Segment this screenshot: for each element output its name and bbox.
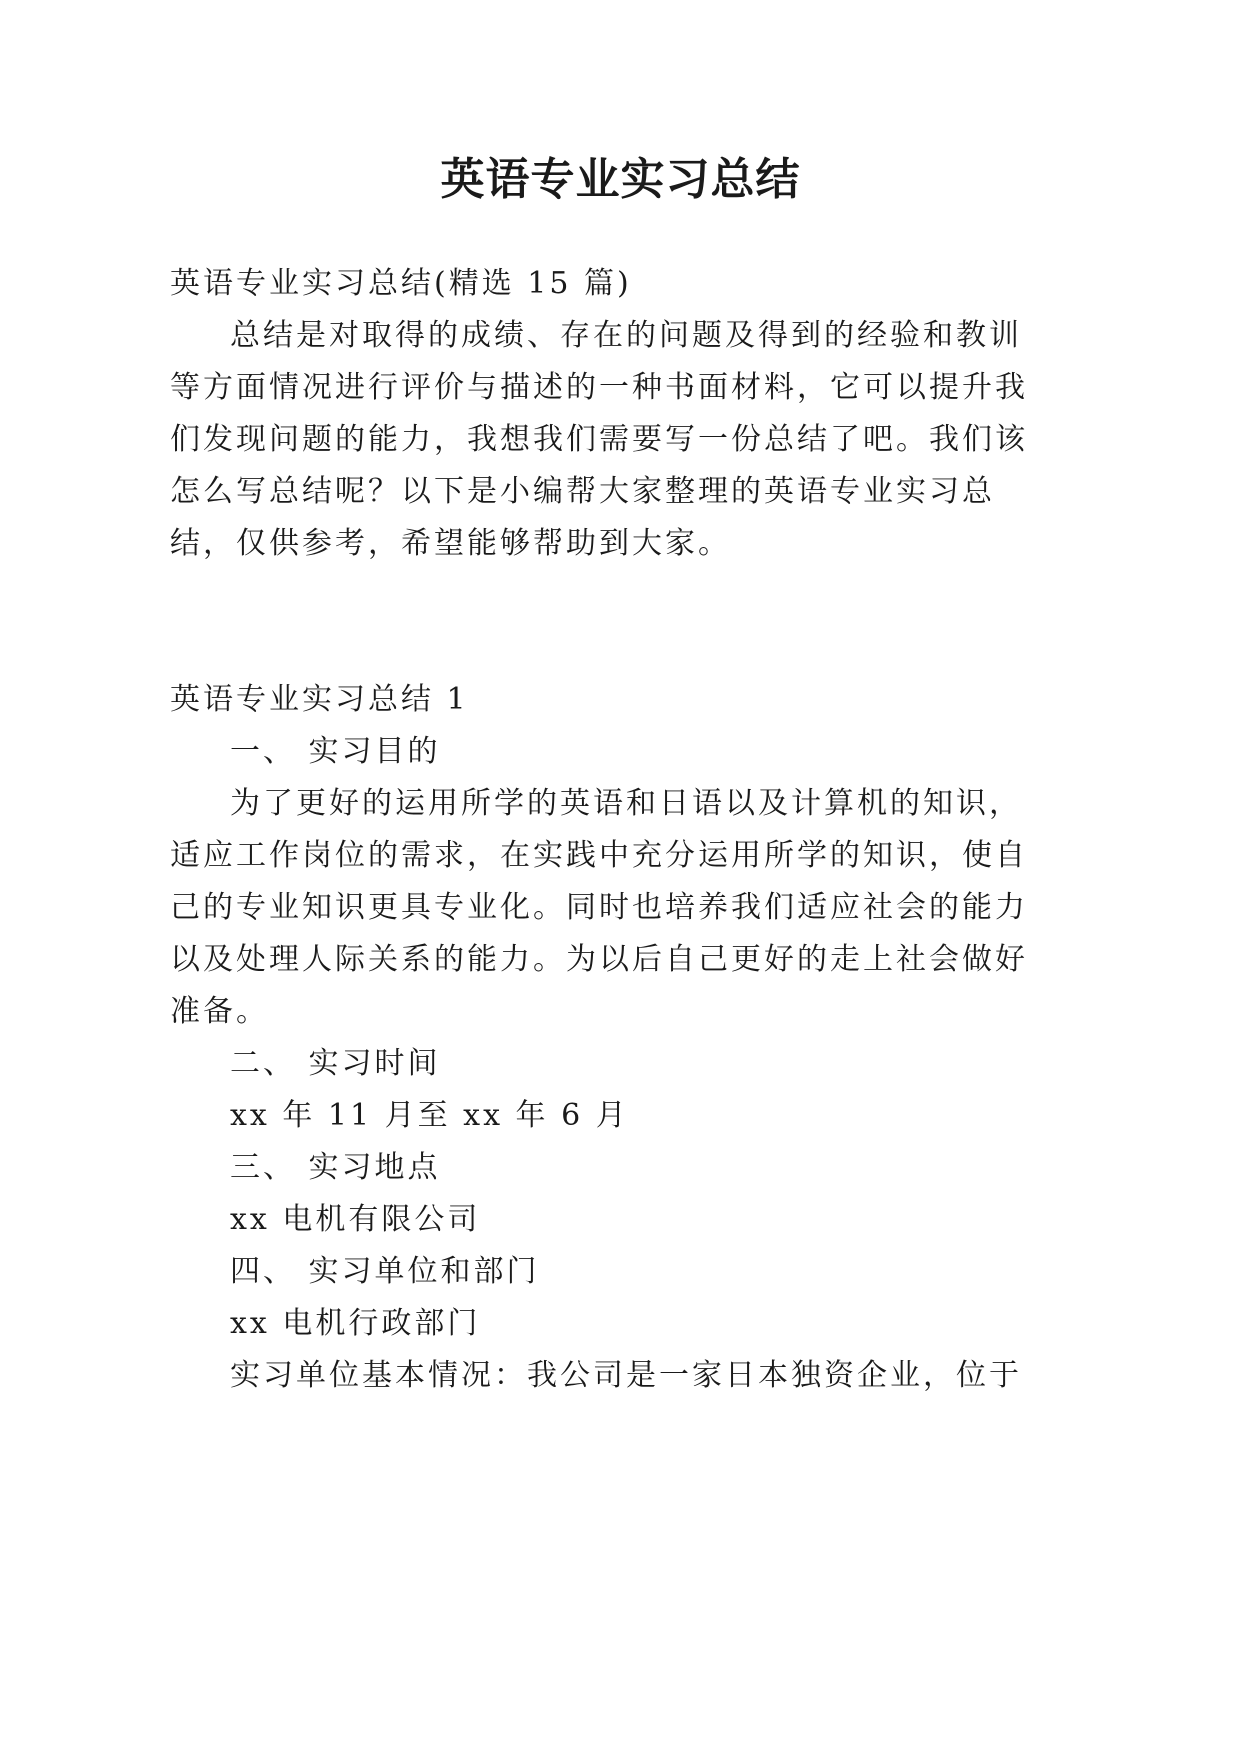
intro-line: 结，仅供参考，希望能够帮助到大家。 xyxy=(170,526,731,561)
purpose-line: 为了更好的运用所学的英语和日语以及计算机的知识， xyxy=(230,786,1022,821)
purpose-line: 以及处理人际关系的能力。为以后自己更好的走上社会做好 xyxy=(170,942,1028,977)
basic-info-line: 实习单位基本情况：我公司是一家日本独资企业，位于 xyxy=(230,1358,1022,1393)
document-subtitle: 英语专业实习总结(精选 15 篇) xyxy=(170,266,632,301)
place-value: xx 电机有限公司 xyxy=(230,1202,481,1237)
unit-value: xx 电机行政部门 xyxy=(230,1306,481,1341)
purpose-line: 适应工作岗位的需求，在实践中充分运用所学的知识，使自 xyxy=(170,838,1028,873)
document-title: 英语专业实习总结 xyxy=(440,154,801,205)
intro-line: 怎么写总结呢？以下是小编帮大家整理的英语专业实习总 xyxy=(170,474,995,509)
place-heading: 三、 实习地点 xyxy=(230,1150,441,1185)
purpose-heading: 一、 实习目的 xyxy=(230,734,441,769)
intro-line: 们发现问题的能力，我想我们需要写一份总结了吧。我们该 xyxy=(170,422,1028,457)
purpose-line: 己的专业知识更具专业化。同时也培养我们适应社会的能力 xyxy=(170,890,1028,925)
purpose-line: 准备。 xyxy=(170,994,269,1029)
time-heading: 二、 实习时间 xyxy=(230,1046,441,1081)
intro-line: 等方面情况进行评价与描述的一种书面材料，它可以提升我 xyxy=(170,370,1028,405)
time-value: xx 年 11 月至 xx 年 6 月 xyxy=(230,1098,629,1133)
intro-line: 总结是对取得的成绩、存在的问题及得到的经验和教训 xyxy=(230,318,1022,353)
unit-heading: 四、 实习单位和部门 xyxy=(230,1254,540,1289)
section-heading: 英语专业实习总结 1 xyxy=(170,682,469,717)
